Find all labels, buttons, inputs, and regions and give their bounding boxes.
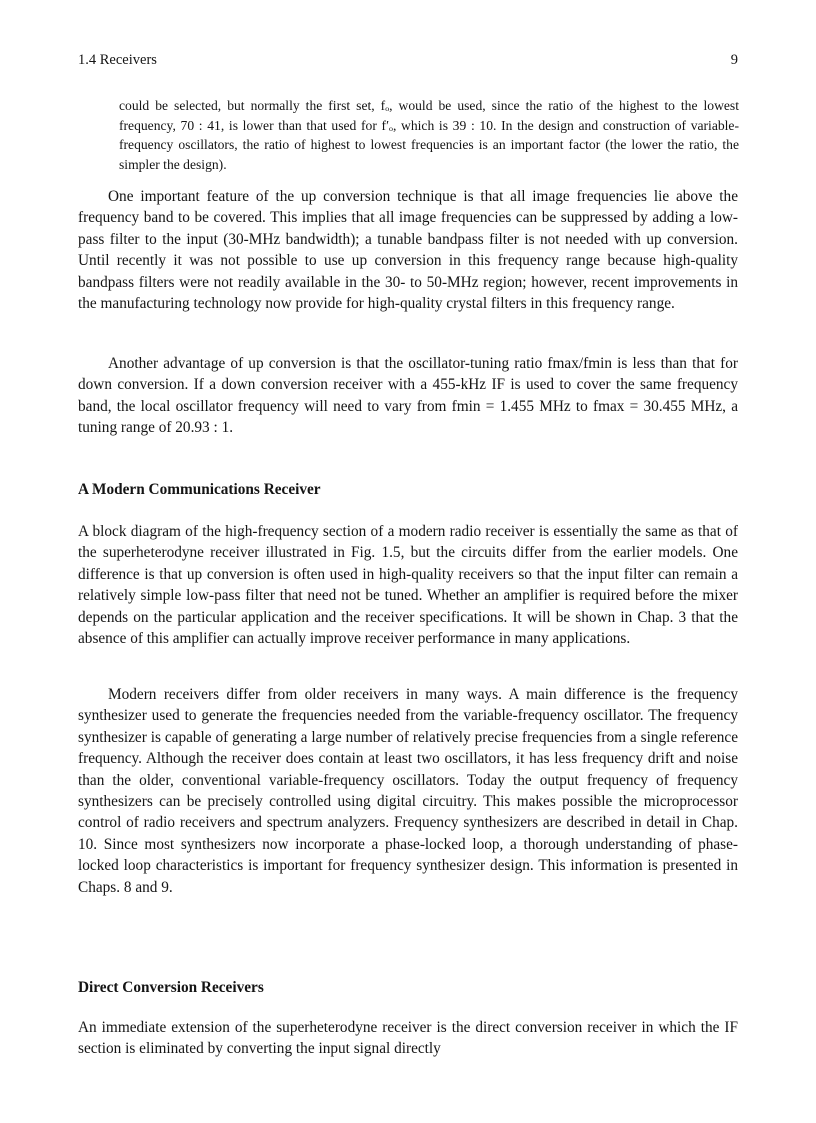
paragraph-up-conversion-image <box>78 186 738 314</box>
book-page <box>78 0 738 1123</box>
paragraph-text: Modern receivers differ from older receivers in many ways. A main difference is the frequency synthesizer used to generate the frequencies needed from the variable-frequency oscillator. The frequency synthesizer is capable of generating a large number of relatively precise frequencies from a single reference frequency. Although the receiver does contain at least two oscillators, it has less frequency drift and noise than the older, conventional variable-frequency oscillators. Today the output frequency of frequency synthesizers can be precisely controlled using digital circuitry. This makes possible the microprocessor control of radio receivers and spectrum analyzers. Frequency synthesizers are described in detail in Chap. 10. Since most synthesizers now incorporate a phase-locked loop, a thorough understanding of phase-locked loop characteristics is important for frequency synthesizer design. This information is presented in Chaps. 8 and 9. <box>78 686 738 896</box>
paragraph-frequency-synthesizer <box>78 684 738 898</box>
section-heading-direct-conversion: Direct Conversion Receivers <box>78 979 264 996</box>
section-title: 1.4 Receivers <box>78 52 157 68</box>
section-heading-modern-receiver: A Modern Communications Receiver <box>78 481 321 498</box>
paragraph-text: One important feature of the up conversion technique is that all image frequencies lie above the frequency band to be covered. This implies that all image frequencies can be suppressed by adding a low-pass filter to the input (30-MHz bandwidth); a tunable bandpass filter is not needed with up conversion. Until recently it was not possible to use up conversion in this frequency range because high-quality bandpass filters were not readily available in the 30- to 50-MHz region; however, recent improvements in the manufacturing technology now provide for high-quality crystal filters in this frequency range. <box>78 188 738 313</box>
paragraph-direct-conversion <box>78 1017 738 1060</box>
paragraph-text: A block diagram of the high-frequency section of a modern radio receiver is essentially the same as that of the superheterodyne receiver illustrated in Fig. 1.5, but the circuits differ from the earlier models. One difference is that up conversion is often used in high-quality receivers so that the input filter can remain a relatively simple low-pass filter that need not be tuned. Whether an amplifier is required before the mixer depends on the particular application and the receiver specifications. It will be shown in Chap. 3 that the absence of this amplifier can actually improve receiver performance in many applications. <box>78 523 738 648</box>
page-number: 9 <box>730 52 738 68</box>
continued-paragraph: could be selected, but normally the first set, fₒ, would be used, since the ratio of the highest to the lowest frequency, 70 : 41, is lower than that used for f′ₒ, which is 39 : 10. In the design and construction of variable-frequency oscillators, the ratio of highest to lowest frequencies is an important factor (the lower the ratio, the simpler the design). <box>119 98 739 172</box>
paragraph-text: An immediate extension of the superheterodyne receiver is the direct conversion receiver in which the IF section is eliminated by converting the input signal directly <box>78 1019 738 1058</box>
paragraph-text: Another advantage of up conversion is that the oscillator-tuning ratio fmax/fmin is less than that for down conversion. If a down conversion receiver with a 455-kHz IF is used to cover the same frequency band, the local oscillator frequency will need to vary from fmin = 1.455 MHz to fmax = 30.455 MHz, a tuning range of 20.93 : 1. <box>78 355 738 437</box>
paragraph-tuning-ratio <box>78 353 738 439</box>
paragraph-block-diagram <box>78 521 738 649</box>
